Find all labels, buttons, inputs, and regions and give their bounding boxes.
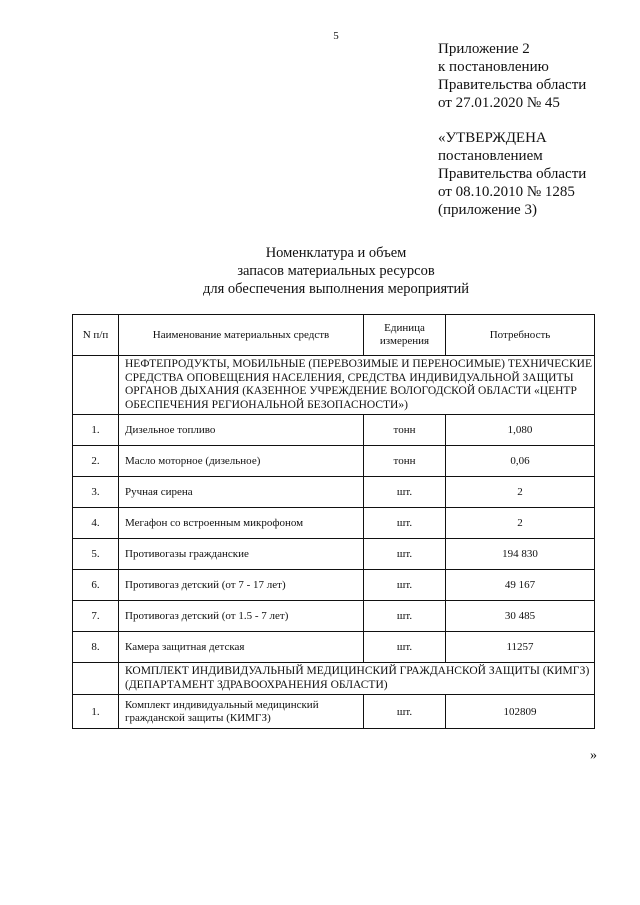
row-unit: шт. <box>364 632 446 663</box>
row-name: Масло моторное (дизельное) <box>119 446 364 477</box>
row-unit: шт. <box>364 508 446 539</box>
row-unit: шт. <box>364 477 446 508</box>
approved-block <box>438 129 586 219</box>
appendix-line: Приложение 2 <box>438 41 530 57</box>
title-line: Номенклатура и объем <box>265 245 407 261</box>
row-name: Дизельное топливо <box>119 415 364 446</box>
row-unit: шт. <box>364 695 446 729</box>
approved-line: (приложение 3) <box>438 202 537 218</box>
table-row <box>73 539 595 570</box>
row-num: 6. <box>73 570 119 601</box>
row-num: 3. <box>73 477 119 508</box>
row-need: 1,080 <box>446 415 595 446</box>
section-title: НЕФТЕПРОДУКТЫ, МОБИЛЬНЫЕ (ПЕРЕВОЗИМЫЕ И ПЕРЕНОСИМЫЕ) ТЕХНИЧЕСКИЕ СРЕДСТВА ОПОВЕЩЕНИЯ НАСЕЛЕНИЯ, СРЕДСТВА ИНДИВИДУАЛЬНОЙ ЗАЩИТЫ ОРГАНОВ ДЫХАНИЯ (КАЗЕННОЕ УЧРЕЖДЕНИЕ ВОЛОГОДСКОЙ ОБЛАСТИ «ЦЕНТР ОБЕСПЕЧЕНИЯ РЕГИОНАЛЬНОЙ БЕЗОПАСНОСТИ») <box>119 356 595 415</box>
table-row <box>73 477 595 508</box>
row-need: 194 830 <box>446 539 595 570</box>
row-unit: шт. <box>364 601 446 632</box>
approved-line: постановлением <box>438 148 543 164</box>
row-num: 1. <box>73 415 119 446</box>
row-need: 2 <box>446 508 595 539</box>
header-num: N п/п <box>73 315 119 356</box>
row-name: Противогаз детский (от 7 - 17 лет) <box>119 570 364 601</box>
section-title: КОМПЛЕКТ ИНДИВИДУАЛЬНЫЙ МЕДИЦИНСКИЙ ГРАЖДАНСКОЙ ЗАЩИТЫ (КИМГЗ) (ДЕПАРТАМЕНТ ЗДРАВООХРАНЕНИЯ ОБЛАСТИ) <box>119 663 595 695</box>
row-unit: шт. <box>364 539 446 570</box>
row-need: 30 485 <box>446 601 595 632</box>
header-need: Потребность <box>446 315 595 356</box>
table-row <box>73 570 595 601</box>
table-row <box>73 415 595 446</box>
row-num: 8. <box>73 632 119 663</box>
row-unit: тонн <box>364 415 446 446</box>
row-need: 102809 <box>446 695 595 729</box>
row-need: 0,06 <box>446 446 595 477</box>
appendix-block <box>438 40 586 112</box>
section-num-cell <box>73 356 119 415</box>
row-num: 5. <box>73 539 119 570</box>
row-num: 7. <box>73 601 119 632</box>
section-row <box>73 356 595 415</box>
row-name: Мегафон со встроенным микрофоном <box>119 508 364 539</box>
row-name: Ручная сирена <box>119 477 364 508</box>
section-row <box>73 663 595 695</box>
title-line: запасов материальных ресурсов <box>237 263 435 279</box>
row-name: Противогазы гражданские <box>119 539 364 570</box>
table-header-row <box>73 315 595 356</box>
row-need: 49 167 <box>446 570 595 601</box>
approved-line: «УТВЕРЖДЕНА <box>438 130 547 146</box>
table-row <box>73 601 595 632</box>
page-number: 5 <box>333 30 339 42</box>
table-row <box>73 632 595 663</box>
table-row <box>73 695 595 729</box>
section-num-cell <box>73 663 119 695</box>
approved-line: от 08.10.2010 № 1285 <box>438 184 575 200</box>
approved-line: Правительства области <box>438 166 587 182</box>
row-need: 11257 <box>446 632 595 663</box>
closing-quote: » <box>590 748 597 763</box>
appendix-line: от 27.01.2020 № 45 <box>438 95 560 111</box>
row-name: Комплект индивидуальный медицинский гражданской защиты (КИМГЗ) <box>119 695 364 729</box>
header-unit: Единица измерения <box>364 315 446 356</box>
title-line: для обеспечения выполнения мероприятий <box>202 281 469 297</box>
row-name: Камера защитная детская <box>119 632 364 663</box>
header-name: Наименование материальных средств <box>119 315 364 356</box>
document-title <box>0 244 640 298</box>
appendix-line: к постановлению <box>438 59 549 75</box>
appendix-line: Правительства области <box>438 77 587 93</box>
table-row <box>73 508 595 539</box>
row-need: 2 <box>446 477 595 508</box>
row-unit: шт. <box>364 570 446 601</box>
row-num: 2. <box>73 446 119 477</box>
row-num: 1. <box>73 695 119 729</box>
row-unit: тонн <box>364 446 446 477</box>
row-name: Противогаз детский (от 1.5 - 7 лет) <box>119 601 364 632</box>
resources-table <box>72 314 595 729</box>
table-row <box>73 446 595 477</box>
row-num: 4. <box>73 508 119 539</box>
